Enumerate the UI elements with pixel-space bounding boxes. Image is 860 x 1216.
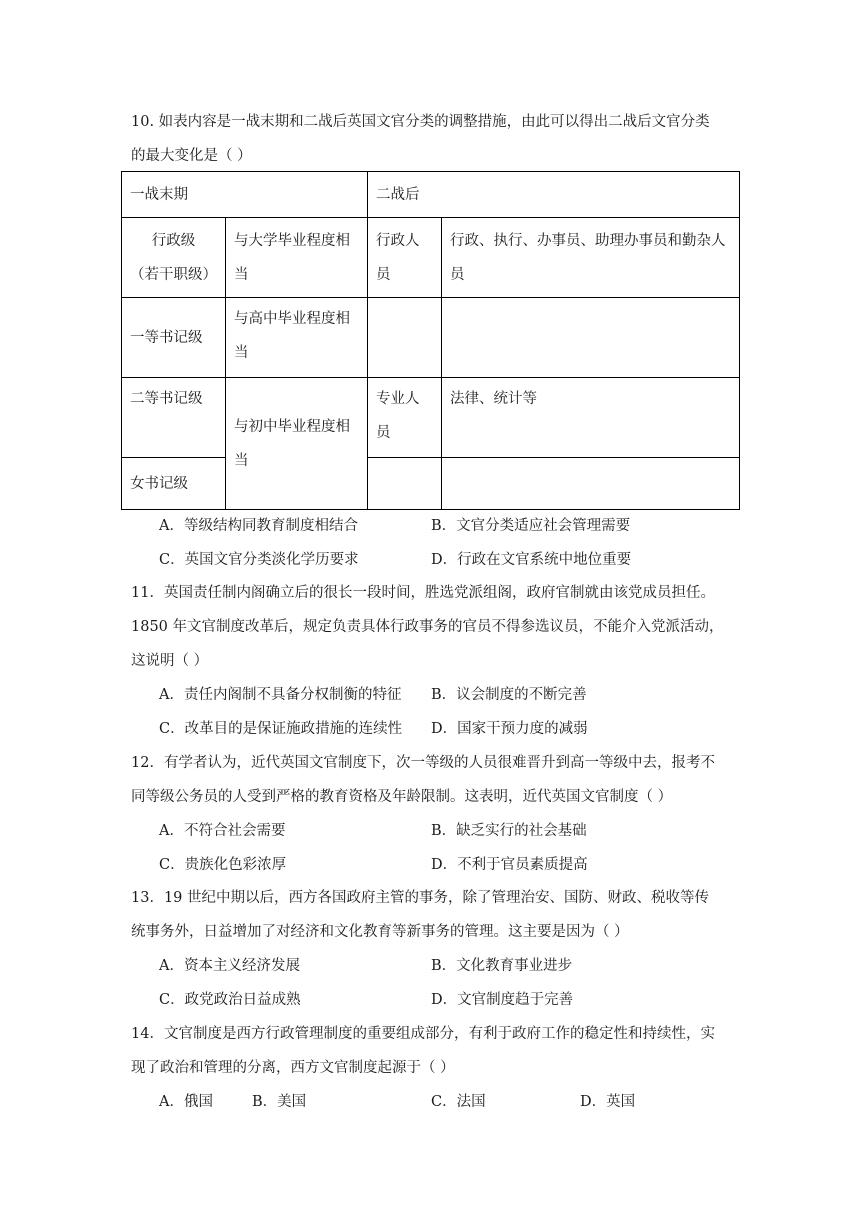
q13-stem-line1: 13．19 世纪中期以后，西方各国政府主管的事务，除了管理治安、国防、财政、税收等传	[131, 890, 710, 906]
q12-option-d[interactable]: D．不利于官员素质提高	[431, 857, 588, 873]
q10-stem-line1: 10. 如表内容是一战末期和二战后英国文官分类的调整措施，由此可以得出二战后文官分类	[131, 114, 710, 130]
cell-empty-r2c3	[368, 298, 442, 378]
q10-option-d[interactable]: D．行政在文官系统中地位重要	[431, 552, 632, 568]
cell-empty-r2c4	[442, 298, 740, 378]
q14-stem-line1: 14．文官制度是西方行政管理制度的重要组成部分，有利于政府工作的稳定性和持续性，实	[131, 1026, 715, 1042]
table-header-post-wwii: 二战后	[368, 172, 740, 218]
q12-option-a[interactable]: A．不符合社会需要	[159, 823, 286, 839]
q12-stem-line1: 12．有学者认为，近代英国文官制度下，次一等级的人员很难晋升到高一等级中去，报考不	[131, 755, 715, 771]
cell-empty-r4c3	[368, 458, 442, 510]
q11-stem-line2: 1850 年文官制度改革后，规定负责具体行政事务的官员不得参选议员，不能介入党派活动，	[131, 619, 724, 635]
table-header-wwi-end: 一战末期	[122, 172, 368, 218]
q11-option-b[interactable]: B．议会制度的不断完善	[431, 687, 587, 703]
q12-option-c[interactable]: C．贵族化色彩浓厚	[159, 857, 287, 873]
q12-option-b[interactable]: B．缺乏实行的社会基础	[431, 823, 587, 839]
q11-option-a[interactable]: A．责任内阁制不具备分权制衡的特征	[159, 687, 402, 703]
q10-stem-line2: 的最大变化是（ ）	[131, 148, 252, 164]
cell-middle-school-level: 与初中毕业程度相当	[226, 378, 368, 510]
q11-stem-line3: 这说明（ ）	[131, 653, 209, 669]
cell-empty-r4c4	[442, 458, 740, 510]
q11-stem-line1: 11．英国责任制内阁确立后的很长一段时间，胜选党派组阁，政府官制就由该党成员担任。	[131, 585, 715, 601]
q14-option-d[interactable]: D．英国	[580, 1094, 636, 1110]
q13-option-d[interactable]: D．文官制度趋于完善	[431, 992, 574, 1008]
cell-law-statistics: 法律、统计等	[442, 378, 740, 458]
cell-administrative-class	[122, 218, 226, 298]
q14-stem-line2: 现了政治和管理的分离，西方文官制度起源于（ ）	[131, 1060, 455, 1076]
q10-option-c[interactable]: C．英国文官分类淡化学历要求	[159, 552, 359, 568]
q13-option-c[interactable]: C．政党政治日益成熟	[159, 992, 301, 1008]
cell-female-clerical-class: 女书记级	[122, 458, 226, 510]
cell-administrative-class-line1: 行政级	[151, 232, 196, 249]
q13-option-a[interactable]: A．资本主义经济发展	[159, 958, 300, 974]
cell-professional-staff: 专业人员	[368, 378, 442, 458]
cell-second-clerical-class: 二等书记级	[122, 378, 226, 458]
q10-option-b[interactable]: B．文官分类适应社会管理需要	[431, 518, 631, 534]
q11-option-d[interactable]: D．国家干预力度的减弱	[431, 721, 588, 737]
q10-table	[121, 171, 740, 510]
q14-option-b[interactable]: B．美国	[252, 1094, 307, 1110]
q13-stem-line2: 统事务外，日益增加了对经济和文化教育等新事务的管理。这主要是因为（ ）	[131, 924, 629, 940]
cell-first-clerical-class: 一等书记级	[122, 298, 226, 378]
q14-option-a[interactable]: A．俄国	[159, 1094, 213, 1110]
q14-option-c[interactable]: C．法国	[431, 1094, 486, 1110]
cell-administrative-staff: 行政人员	[368, 218, 442, 298]
cell-high-school-level: 与高中毕业程度相当	[226, 298, 368, 378]
cell-administrative-roles: 行政、执行、办事员、助理办事员和勤杂人员	[442, 218, 740, 298]
q13-option-b[interactable]: B．文化教育事业进步	[431, 958, 573, 974]
cell-university-level: 与大学毕业程度相当	[226, 218, 368, 298]
q12-stem-line2: 同等级公务员的人受到严格的教育资格及年龄限制。这表明，近代英国文官制度（ ）	[131, 789, 673, 805]
q11-option-c[interactable]: C．改革目的是保证施政措施的连续性	[159, 721, 403, 737]
cell-administrative-class-line2: （若干职级）	[130, 266, 217, 283]
q10-option-a[interactable]: A．等级结构同教育制度相结合	[159, 518, 358, 534]
